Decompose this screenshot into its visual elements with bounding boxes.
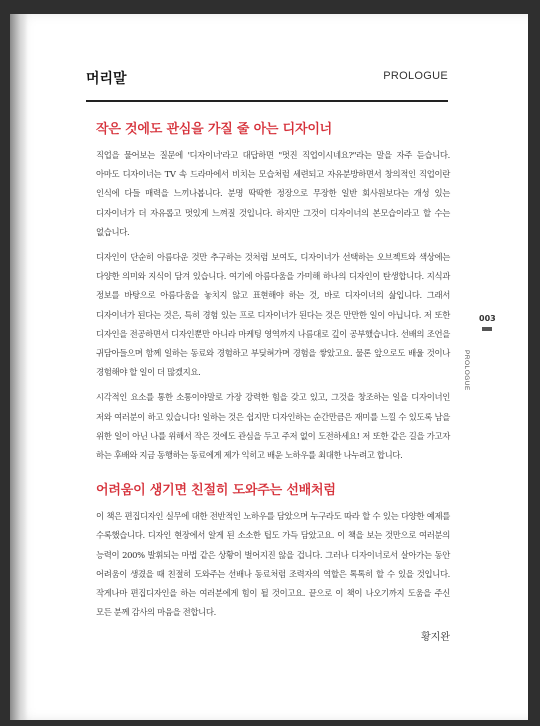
section-title: 어려움이 생기면 친절히 도와주는 선배처럼	[96, 483, 336, 499]
section-2	[96, 479, 450, 622]
header-rule	[86, 100, 448, 102]
section-title: 작은 것에도 관심을 가질 줄 아는 디자이너	[96, 122, 333, 137]
prologue-body	[96, 118, 450, 643]
section-1	[96, 118, 450, 465]
paragraph: 직업을 물어보는 질문에 '디자이너'라고 대답하면 "멋진 직업이시네요?"라는 말을 자주 듣습니다. 아마도 디자이너는 TV 속 드라마에서 비치는 모습처럼 세련되고 자유분방하면서 창의적인 직업이란 인식에 다들 매력을 느끼나봅니다. 분명 딱딱한 정장으로 무장한 일반 회사원보다는 개성 있는 디자이너가 더 자유롭고 멋있게 느껴질 것입니다. 하지만 그것이 디자이너의 본모습이라고 할 수는 없습니다.	[96, 150, 450, 237]
author-signature: 황지완	[421, 632, 450, 644]
paragraph: 이 책은 편집디자인 실무에 대한 전반적인 노하우를 담았으며 누구라도 따라 할 수 있는 다양한 예제를 수록했습니다. 디자인 현장에서 알게 된 소소한 팁도 가득 담았고요. 이 책을 보는 것만으로 여러분의 능력이 200% 발휘되는 마법 같은 상황이 벌어지진 않을 겁니다. 그러나 디자이너로서 살아가는 동안 어려움이 생겼을 때 친절히 도와주는 선배나 동료처럼 조력자의 역할은 톡톡히 할 수 있을 것입니다. 작게나마 편집디자인을 하는 여러분에게 힘이 될 것이고요. 끝으로 이 책이 나오기까지 도움을 주신 모든 분께 감사의 마음을 전합니다.	[96, 511, 450, 618]
header-title: 머리말	[86, 71, 127, 87]
page-spine-shadow	[10, 14, 28, 720]
paragraph: 디자인이 단순히 아름다운 것만 추구하는 것처럼 보여도, 디자이너가 선택하는 오브젝트와 색상에는 다양한 의미와 지식이 담겨 있습니다. 여기에 아름다움을 가미해 하나의 디자인이 탄생합니다. 지식과 정보를 바탕으로 아름다움을 놓치지 않고 표현해야 하는 것, 바로 디자이너의 삶입니다. 그래서 디자이너가 된다는 것은, 특히 경험 있는 프로 디자이너가 된다는 것은 만만한 일이 아닙니다. 저 또한 디자인을 전공하면서 디자인뿐만 아니라 마케팅 영역까지 나름대로 깊이 공부했습니다. 선배의 조언을 귀담아들으며 함께 일하는 동료와 경험하고 부딪혀가며 경험을 쌓았고요. 물론 앞으로도 배울 것이나 경험해야 할 일이 더 많겠지요.	[96, 252, 450, 378]
running-header	[86, 66, 448, 106]
header-title-en: PROLOGUE	[383, 70, 448, 82]
page-tab-marker	[482, 327, 492, 331]
paragraph: 시각적인 요소를 통한 소통이야말로 가장 강력한 힘을 갖고 있고, 그것을 창조하는 일을 디자이너인 저와 여러분이 하고 있습니다! 일하는 것은 쉽지만 디자인하는 순간만큼은 재미를 느낄 수 있도록 남을 위한 일이 아닌 나를 위해서 작은 것에도 관심을 두고 주저 없이 도전하세요! 저 또한 같은 길을 가고자 하는 후배와 지금 동행하는 동료에게 제가 익히고 배운 노하우를 최대한 나누려고 합니다.	[96, 392, 450, 461]
side-section-label: PROLOGUE	[463, 350, 470, 391]
page-number: 003	[479, 314, 496, 323]
